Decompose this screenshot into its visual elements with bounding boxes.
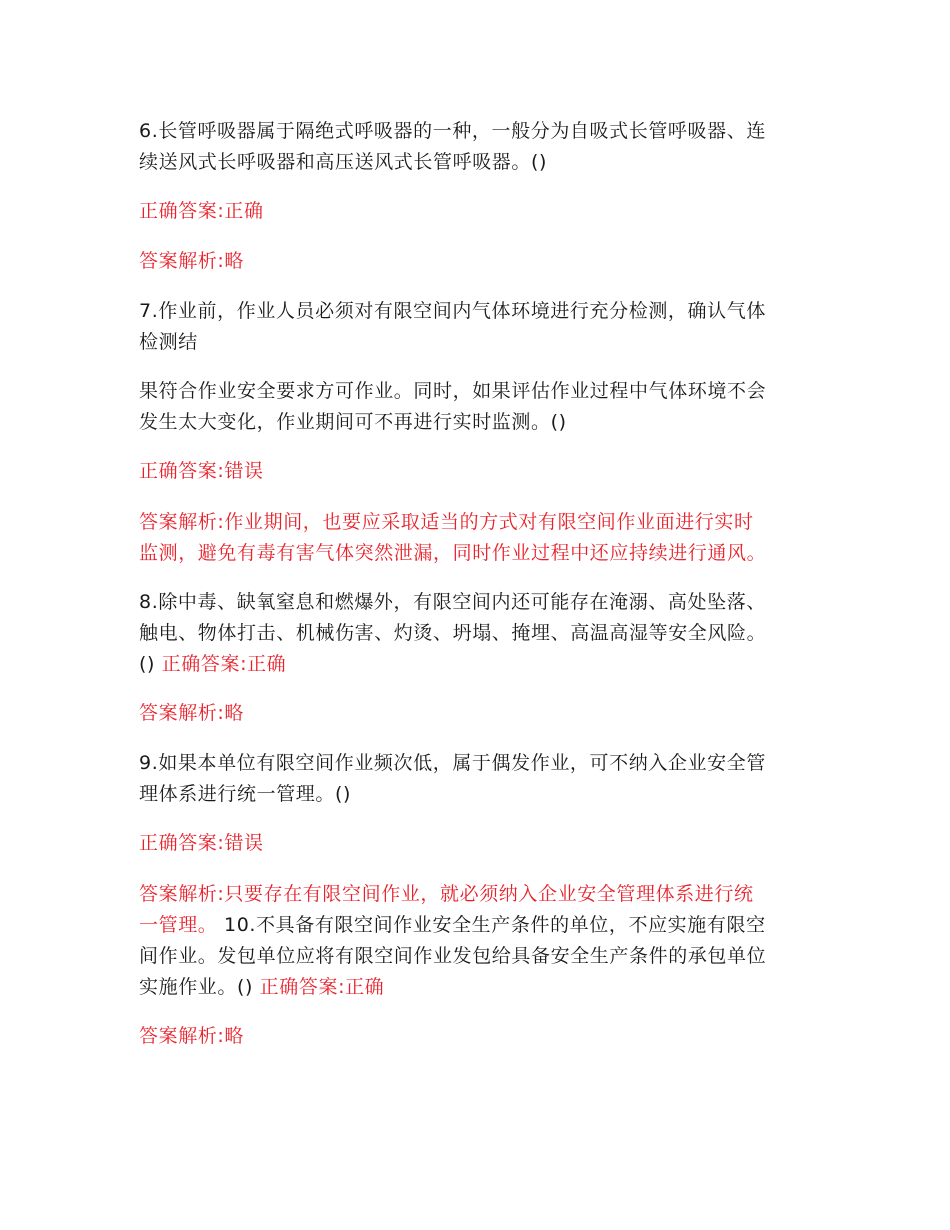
question-7-analysis-line-1: 答案解析:作业期间，也要应采取适当的方式对有限空间作业面进行实时 [139,511,754,533]
question-9-analysis-line-2 [139,910,819,941]
question-8-line-1: 8.除中毒、缺氧窒息和燃爆外，有限空间内还可能存在淹溺、高处坠落、 [139,591,766,613]
question-7 [139,296,819,358]
question-7-answer: 正确答案:错误 [139,460,264,482]
question-10-text-end: 实施作业。() [139,976,254,998]
question-9-analysis [139,879,819,1003]
question-9-analysis-end: 一管理。 [139,914,218,936]
question-7-analysis [139,507,819,569]
question-8-answer: 正确答案:正确 [161,653,287,675]
question-8-paren: () [139,653,156,675]
question-9-answer: 正确答案:错误 [139,832,264,854]
question-6-line-2: 续送风式长呼吸器和高压送风式长管呼吸器。() [139,151,548,173]
question-9-line-2: 理体系进行统一管理。() [139,783,352,805]
question-6-answer: 正确答案:正确 [139,200,264,222]
question-8-line-3 [139,649,819,680]
question-9-line-1: 9.如果本单位有限空间作业频次低，属于偶发作业，可不纳入企业安全管 [139,752,766,774]
question-9-analysis-line-1: 答案解析:只要存在有限空间作业，就必须纳入企业安全管理体系进行统 [139,883,754,905]
question-10-analysis: 答案解析:略 [139,1025,245,1047]
question-7-line-1: 7.作业前，作业人员必须对有限空间内气体环境进行充分检测，确认气体 [139,300,766,322]
question-8-analysis: 答案解析:略 [139,702,245,724]
question-10-line-3 [139,972,819,1003]
question-6 [139,116,819,178]
question-10-answer: 正确答案:正确 [259,976,385,998]
question-7-line-3: 果符合作业安全要求方可作业。同时，如果评估作业过程中气体环境不会 [139,380,767,402]
question-7-continued [139,376,819,438]
question-7-analysis-line-2: 监测，避免有毒有害气体突然泄漏，同时作业过程中还应持续进行通风。 [139,542,767,564]
question-8 [139,587,819,680]
question-6-analysis: 答案解析:略 [139,250,245,272]
question-7-line-4: 发生太大变化，作业期间可不再进行实时监测。() [139,411,567,433]
question-10-line-2: 间作业。发包单位应将有限空间作业发包给具备安全生产条件的承包单位 [139,945,767,967]
question-10-line-1: 10.不具备有限空间作业安全生产条件的单位，不应实施有限空 [217,914,766,936]
question-9 [139,748,819,810]
question-7-line-2: 检测结 [139,331,198,353]
question-8-line-2: 触电、物体打击、机械伤害、灼烫、坍塌、掩埋、高温高湿等安全风险。 [139,622,767,644]
question-6-line-1: 6.长管呼吸器属于隔绝式呼吸器的一种，一般分为自吸式长管呼吸器、连 [139,120,766,142]
